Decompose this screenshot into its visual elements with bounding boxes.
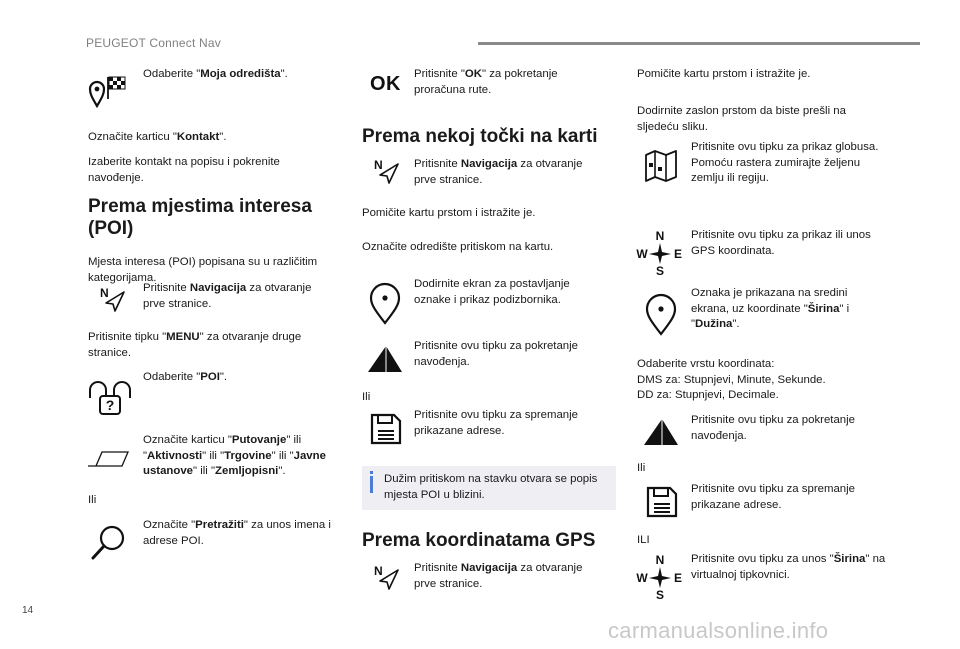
col1-p2: Označite karticu "Kontakt".	[88, 131, 227, 143]
watermark: carmanualsonline.info	[608, 618, 829, 643]
col2-p8: Pritisnite Navigacija za otvaranje prve stranice.	[414, 562, 583, 590]
svg-text:N: N	[100, 286, 109, 300]
col3-ili: Ili	[637, 462, 646, 474]
col2-p6: Pritisnite ovu tipku za pokretanje navođenja.	[414, 340, 578, 368]
col1-p1: Odaberite "Moja odredišta".	[143, 68, 288, 80]
svg-text:N: N	[655, 553, 665, 567]
col3-p5: Oznaka je prikazana na sredini ekrana, uz koordinate "Širina" i "Dužina".	[691, 287, 850, 330]
svg-text:E: E	[673, 571, 683, 585]
col3-p6: Odaberite vrstu koordinata: DMS za: Stupnjevi, Minute, Sekunde. DD za: Stupnjevi, Decimale.	[637, 358, 826, 401]
destination-flag-icon	[88, 74, 128, 108]
svg-text:S: S	[655, 588, 665, 602]
col2-p2: Pritisnite Navigacija za otvaranje prve stranice.	[414, 158, 583, 186]
info-icon	[370, 471, 373, 474]
svg-text:E: E	[673, 247, 683, 261]
save-icon	[646, 486, 678, 518]
map-marker-icon	[644, 292, 678, 336]
col1-p9: Označite "Pretražiti" za unos imena i adrese POI.	[143, 519, 331, 547]
start-guidance-icon	[366, 344, 404, 374]
heading-gps: Prema koordinatama GPS	[362, 530, 596, 551]
col3-ili2: ILI	[637, 534, 650, 546]
col2-p7: Pritisnite ovu tipku za spremanje prikazane adrese.	[414, 409, 578, 437]
poi-categories-icon	[88, 376, 132, 416]
col1-ili: Ili	[88, 494, 97, 506]
gps-compass-icon	[636, 552, 684, 602]
header-title: PEUGEOT Connect Nav	[86, 36, 221, 50]
navigation-icon	[372, 158, 402, 186]
gps-compass-icon	[636, 228, 684, 278]
info-box	[362, 466, 616, 510]
col1-p5: Pritisnite Navigacija za otvaranje prve stranice.	[143, 282, 312, 310]
navigation-icon	[98, 286, 128, 314]
col2-p1: Pritisnite "OK" za pokretanje proračuna rute.	[414, 68, 558, 96]
col3-p1: Pomičite kartu prstom i istražite je.	[637, 68, 811, 80]
save-icon	[370, 413, 402, 445]
svg-text:N: N	[374, 158, 383, 172]
svg-text:N: N	[655, 229, 665, 243]
col1-p3: Izaberite kontakt na popisu i pokrenite navođenje.	[88, 156, 280, 184]
svg-text:W: W	[636, 571, 648, 585]
col1-p6: Pritisnite tipku "MENU" za otvaranje druge stranice.	[88, 331, 302, 359]
start-guidance-icon	[642, 417, 680, 447]
ok-icon: OK	[370, 73, 401, 95]
col2-ili: Ili	[362, 391, 371, 403]
page-number: 14	[22, 605, 34, 616]
heading-poi: Prema mjestima interesa (POI)	[88, 196, 312, 239]
col2-p4: Označite odredište pritiskom na kartu.	[362, 241, 554, 253]
col1-p8: Označite karticu "Putovanje" ili "Aktivnosti" ili "Trgovine" ili "Javne ustanove" ili "Zemljopisni".	[143, 434, 326, 477]
tab-icon	[86, 448, 130, 468]
col2-p3: Pomičite kartu prstom i istražite je.	[362, 207, 536, 219]
col3-p7: Pritisnite ovu tipku za pokretanje navođenja.	[691, 414, 855, 442]
map-marker-icon	[368, 281, 402, 325]
svg-text:S: S	[655, 264, 665, 278]
svg-text:N: N	[374, 564, 383, 578]
col3-p9: Pritisnite ovu tipku za unos "Širina" na virtualnoj tipkovnici.	[691, 553, 886, 581]
search-icon	[90, 523, 128, 561]
svg-text:W: W	[636, 247, 648, 261]
col3-p2: Dodirnite zaslon prstom da biste prešli na sljedeću sliku.	[637, 105, 846, 133]
col2-p5: Dodirnite ekran za postavljanje oznake i prikaz podizbornika.	[414, 278, 570, 306]
col3-p3: Pritisnite ovu tipku za prikaz globusa. Pomoću rastera zumirajte željenu zemlju ili regiju.	[691, 141, 879, 184]
col1-p4: Mjesta interesa (POI) popisana su u različitim kategorijama.	[88, 256, 318, 284]
svg-text:?: ?	[105, 397, 115, 413]
heading-map-point: Prema nekoj točki na karti	[362, 126, 598, 147]
info-text: Dužim pritiskom na stavku otvara se popis mjesta POI u blizini.	[384, 473, 598, 501]
header-rule	[478, 42, 920, 45]
globe-map-icon	[644, 149, 678, 183]
navigation-icon	[372, 564, 402, 592]
col3-p8: Pritisnite ovu tipku za spremanje prikazane adrese.	[691, 483, 855, 511]
col3-p4: Pritisnite ovu tipku za prikaz ili unos GPS koordinata.	[691, 229, 871, 257]
col1-p7: Odaberite "POI".	[143, 371, 228, 383]
